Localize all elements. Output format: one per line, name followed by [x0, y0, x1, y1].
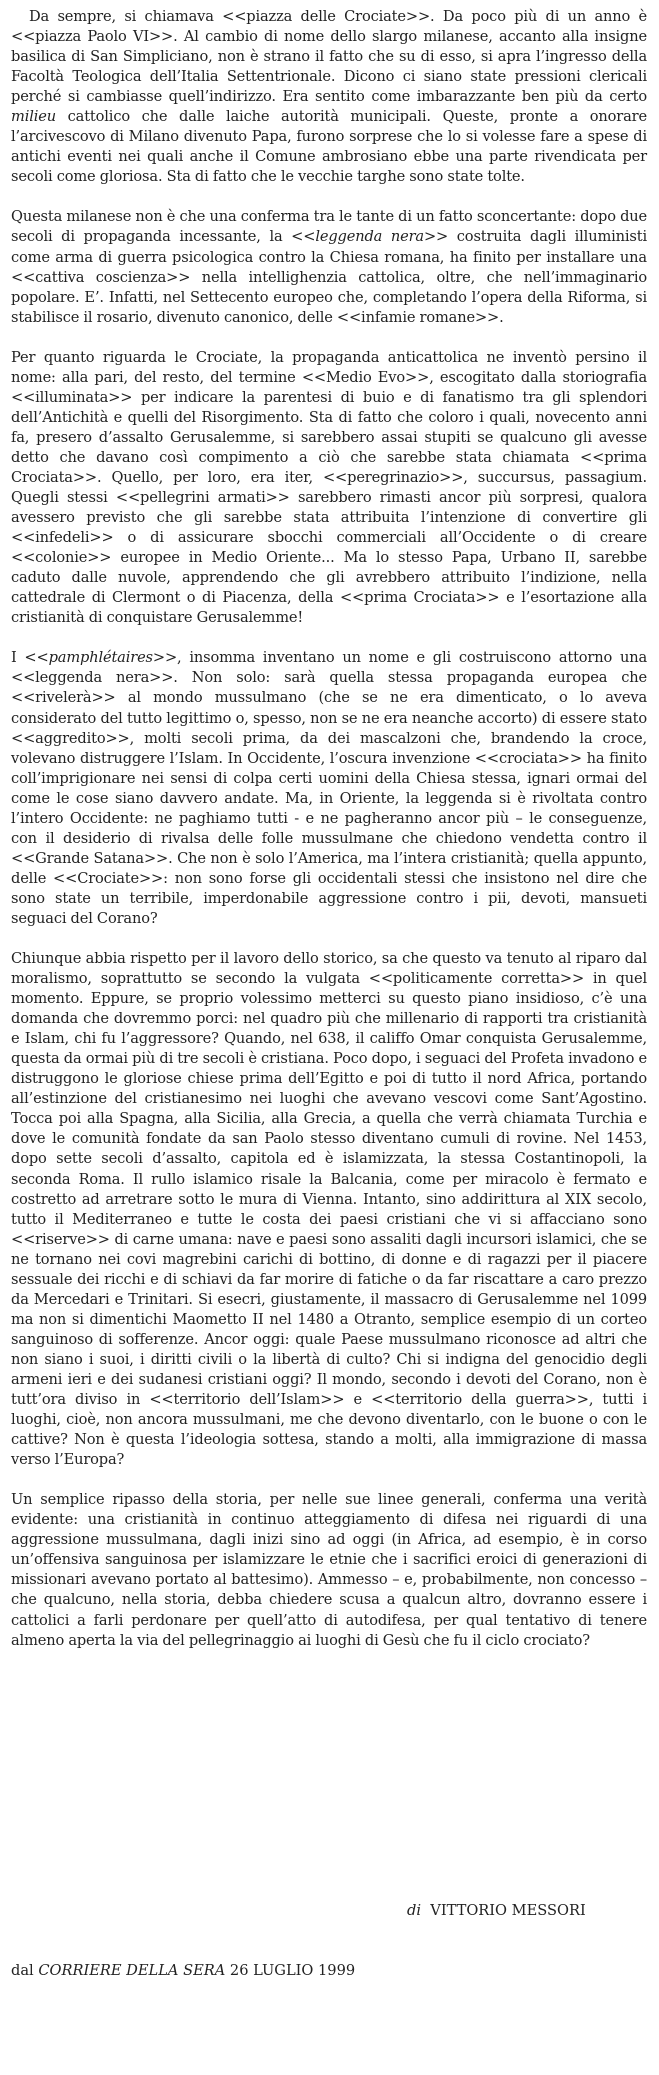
source-newspaper: CORRIERE DELLA SERA [38, 1962, 226, 1979]
text-run: >> costruita dagli illuministi come arma di guerra psicologica contro la Chiesa romana, ha finito per installare una <<cattiva coscienza>> nella intellighenzia cattolica, oltre, che nell’immaginario popolare. E’. Infatti, nel Settecento europeo che, completando l’opera della Riforma, si stabilisce il rosario, divenuto canonico, delle <<infamie romane>>. [11, 228, 647, 326]
text-run: Chiunque abbia rispetto per il lavoro dello storico, sa che questo va tenuto al riparo dal moralismo, soprattutto se secondo la vulgata <<politicamente corretta>> in quel momento. Eppure, se proprio volessimo metterci su questo piano insidioso, c’è una domanda che dovremmo porci: nel quadro più che millenario di rapporti tra cristianità e Islam, chi fu l’aggressore? Quando, nel 638, il califfo Omar conquista Gerusalemme, questa da ormai più di tre secoli è cristiana. Poco dopo, i seguaci del Profeta invadono e distruggono le gloriose chiese prima dell’Egitto e poi di tutto il nord Africa, portando all’estinzione del cristianesimo nei luoghi che avevano vescovi come Sant’Agostino. Tocca poi alla Spagna, alla Sicilia, alla Grecia, a quella che verrà chiamata Turchia e dove le comunità fondate da san Paolo stesso diventano cumuli di rovine. Nel 1453, dopo sette secoli d’assalto, capitola ed è islamizzata, la stessa Costantinopoli, la seconda Roma. Il rullo islamico risale la Balcania, come per miracolo è fermato e costretto ad arretrare sotto le mura di Vienna. Intanto, sino addirittura al XIX secolo, tutto il Mediterraneo e tutte le costa dei paesi cristiani che vi si affacciano sono <<riserve>> di carne umana: nave e paesi sono assaliti dagli incursori islamici, che se ne tornano nei covi magrebini carichi di bottino, di donne e di ragazzi per il piacere sessuale dei ricchi e di schiavi da far morire di fatiche o da far riscattare a caro prezzo da Mercedari e Trinitari. Si esecri, giustamente, il massacro di Gerusalemme nel 1099 ma non si dimentichi Maometto II nel 1480 a Otranto, semplice esempio di un corteo sanguinoso di sofferenze. Ancor oggi: quale Paese mussulmano riconosce ad altri che non siano i suoi, i diritti civili o la libertà di culto? Chi si indigna del genocidio degli armeni ieri e dei sudanesi cristiani oggi? Il mondo, secondo i devoti del Corano, non è tutt’ora diviso in <<territorio dell’Islam>> e <<territorio della guerra>>, tutti i luoghi, cioè, non ancora mussulmani, me che devono diventarlo, con le buone o con le cattive? Non è questa l’ideologia sottesa, stando a molti, alla immigrazione di massa verso l’Europa? [11, 950, 647, 1469]
text-run: cattolico che dalle laiche autorità municipali. Queste, pronte a onorare l’arcivescovo di Milano divenuto Papa, furono sorprese che lo si volesse fare a spese di antichi eventi nei quali anche il Comune ambrosiano ebbe una parte rivendicata per secoli come gloriosa. Sta di fatto che le vecchie targhe sono state tolte. [11, 108, 647, 186]
source-prefix: dal [11, 1962, 34, 1979]
italic-text: leggenda nera [315, 228, 424, 246]
author-prefix: di [407, 1902, 422, 1919]
text-run: >>, insomma inventano un nome e gli costruiscono attorno una <<leggenda nera>>. Non solo: sarà quella stessa propaganda europea che <<rivelerà>> al mondo mussulmano (che se ne era dimenticato, o lo aveva considerato del tutto legittimo o, spesso, non se ne era neanche accorto) di essere stato <<aggredito>>, molti secoli prima, da dei mascalzoni che, brandendo la croce, volevano distruggere l’Islam. In Occidente, l’oscura invenzione <<crociata>> ha finito coll’imprigionare nei sensi di colpa certi uomini della Chiesa stessa, ignari ormai del come le cose siano davvero andate. Ma, in Oriente, la leggenda si è rivoltata contro l’intero Occidente: ne paghiamo tutti - e ne pagheranno ancor più – le conseguenze, con il desiderio di rivalsa delle folle mussulmane che chiedono vendetta contro il <<Grande Satana>>. Che non è solo l’America, ma l’intera cristianità; quella appunto, delle <<Crociate>>: non sono forse gli occidentali stessi che insistono nel dire che sono state un terribile, imperdonabile aggressione contro i pii, devoti, mansueti seguaci del Corano? [11, 649, 647, 927]
source-date: 26 LUGLIO 1999 [229, 1962, 356, 1979]
paragraph-3 [11, 348, 647, 629]
italic-text: milieu [11, 108, 56, 126]
paragraph-6 [11, 1490, 647, 1650]
text-run: Questa milanese non è che una conferma tra le tante di un fatto sconcertante: dopo due secoli di propaganda incessante, la << [11, 208, 647, 246]
text-run: Un semplice ripasso della storia, per nelle sue linee generali, conferma una verità evidente: una cristianità in continuo atteggiamento di difesa nei riguardi di una aggressione mussulmana, dagli inizi sino ad oggi (in Africa, ad esempio, è in corso un’offensiva sanguinosa per islamizzare le etnie che i sacrifici eroici di generazioni di missionari avevano portato al battesimo). Ammesso – e, probabilmente, non concesso – che qualcuno, nella storia, debba chiedere scusa a qualcun altro, dovranno essere i cattolici a farli perdonare per quell’atto di autodifesa, per qual tentativo di tenere almeno aperta la via del pellegrinaggio ai luoghi di Gesù che fu il ciclo crociato? [11, 1491, 647, 1649]
paragraph-4 [11, 648, 647, 929]
paragraph-5 [11, 949, 647, 1470]
text-run: Per quanto riguarda le Crociate, la propaganda anticattolica ne inventò persino il nome: alla pari, del resto, del termine <<Medio Evo>>, escogitato dalla storiografia <<illuminata>> per indicare la parentesi di buio e di fanatismo tra gli splendori dell’Antichità e quelli del Risorgimento. Sta di fatto che coloro i quali, novecento anni fa, presero d’assalto Gerusalemme, si sarebbero assai stupiti se qualcuno gli avesse detto che davano così compimento a ciò che sarebbe stata chiamata <<prima Crociata>>. Quello, per loro, era iter, <<peregrinazio>>, succursus, passagium. Quegli stessi <<pellegrini armati>> sarebbero rimasti ancor più sorpresi, qualora avessero previsto che gli sarebbe stata attribuita l’intenzione di convertire gli <<infedeli>> o di assicurare sbocchi commerciali all’Occidente o di creare <<colonie>> europee in Medio Oriente... Ma lo stesso Papa, Urbano II, sarebbe caduto dalle nuvole, apprendendo che gli avrebbero attribuito l’indizione, nella cattedrale di Clermont o di Piacenza, della <<prima Crociata>> e l’esortazione alla cristianità di conquistare Gerusalemme! [11, 348, 647, 627]
text-run: Da sempre, si chiamava <<piazza delle Crociate>>. Da poco più di un anno è <<piazza Paolo VI>>. Al cambio di nome dello slargo milanese, accanto alla insigne basilica di San Simpliciano, non è strano il fatto che su di esso, si apra l’ingresso della Facoltà Teologica dell’Italia Settentrionale. Dicono ci siano state pressioni clericali perché si cambiasse quell’indirizzo. Era sentito come imbarazzante ben più da certo [11, 8, 647, 106]
paragraph-2 [11, 207, 647, 327]
paragraph-1 [11, 7, 647, 187]
italic-text: pamphlétaires [48, 649, 153, 667]
author-byline [407, 1901, 586, 1921]
source-credit [11, 1961, 355, 1981]
text-run: I << [11, 649, 49, 667]
author-name: VITTORIO MESSORI [430, 1902, 586, 1919]
article-body [11, 7, 647, 1671]
